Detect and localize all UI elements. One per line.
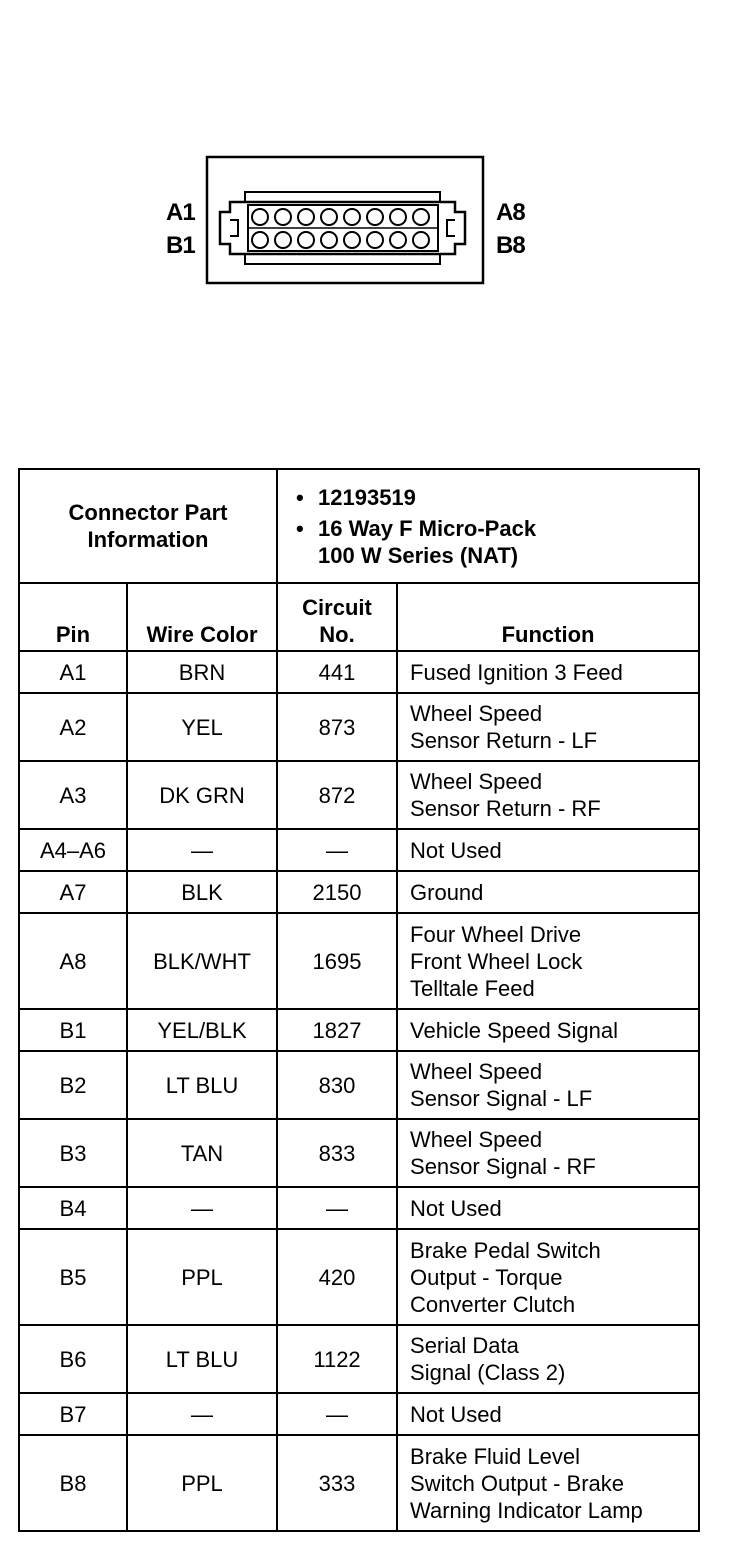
connector-face-diagram bbox=[0, 0, 736, 420]
cell-function: Wheel Speed Sensor Signal - LF bbox=[397, 1051, 699, 1119]
cell-wire-color: BLK/WHT bbox=[127, 913, 277, 1009]
connector-right-latch bbox=[447, 220, 455, 236]
cell-circuit: 872 bbox=[277, 761, 397, 829]
header-circuit-no: Circuit No. bbox=[277, 583, 397, 651]
table-body bbox=[19, 651, 699, 1531]
pin-b8 bbox=[413, 232, 429, 248]
cell-wire-color: BRN bbox=[127, 651, 277, 693]
pin-label-b1: B1 bbox=[166, 232, 195, 259]
table-row bbox=[19, 829, 699, 871]
connector-info-row bbox=[19, 469, 699, 583]
pin-b7 bbox=[390, 232, 406, 248]
cell-wire-color: DK GRN bbox=[127, 761, 277, 829]
table-row bbox=[19, 1187, 699, 1229]
cell-wire-color: PPL bbox=[127, 1229, 277, 1325]
cell-circuit: 830 bbox=[277, 1051, 397, 1119]
pin-a7 bbox=[390, 209, 406, 225]
cell-function: Fused Ignition 3 Feed bbox=[397, 651, 699, 693]
cell-pin: B7 bbox=[19, 1393, 127, 1435]
cell-circuit: 2150 bbox=[277, 871, 397, 913]
cell-pin: B6 bbox=[19, 1325, 127, 1393]
connector-info-items bbox=[277, 469, 699, 583]
pin-a4 bbox=[321, 209, 337, 225]
pin-b1 bbox=[252, 232, 268, 248]
cell-function: Ground bbox=[397, 871, 699, 913]
pin-b6 bbox=[367, 232, 383, 248]
table-row bbox=[19, 1325, 699, 1393]
cell-pin: B8 bbox=[19, 1435, 127, 1531]
cell-circuit: 441 bbox=[277, 651, 397, 693]
cell-circuit: 420 bbox=[277, 1229, 397, 1325]
pin-row-a bbox=[252, 209, 429, 225]
cell-wire-color: TAN bbox=[127, 1119, 277, 1187]
cell-pin: A1 bbox=[19, 651, 127, 693]
cell-pin: A8 bbox=[19, 913, 127, 1009]
header-pin: Pin bbox=[19, 583, 127, 651]
pin-a2 bbox=[275, 209, 291, 225]
pin-row-b bbox=[252, 232, 429, 248]
cell-wire-color: — bbox=[127, 1393, 277, 1435]
cell-circuit: 333 bbox=[277, 1435, 397, 1531]
cell-wire-color: YEL bbox=[127, 693, 277, 761]
table-row bbox=[19, 1009, 699, 1051]
table-row bbox=[19, 1435, 699, 1531]
cell-function: Not Used bbox=[397, 1187, 699, 1229]
table-row bbox=[19, 1393, 699, 1435]
cell-pin: B1 bbox=[19, 1009, 127, 1051]
cell-wire-color: YEL/BLK bbox=[127, 1009, 277, 1051]
pin-b4 bbox=[321, 232, 337, 248]
cell-pin: A4–A6 bbox=[19, 829, 127, 871]
pin-a1 bbox=[252, 209, 268, 225]
table-row bbox=[19, 761, 699, 829]
table-row bbox=[19, 1051, 699, 1119]
pin-a8 bbox=[413, 209, 429, 225]
cell-pin: B5 bbox=[19, 1229, 127, 1325]
header-wire-color: Wire Color bbox=[127, 583, 277, 651]
table-header-row bbox=[19, 583, 699, 651]
cell-wire-color: — bbox=[127, 829, 277, 871]
cell-function: Brake Pedal Switch Output - Torque Converter Clutch bbox=[397, 1229, 699, 1325]
connector-bottom-rail bbox=[245, 254, 440, 264]
cell-function: Four Wheel Drive Front Wheel Lock Telltale Feed bbox=[397, 913, 699, 1009]
cell-circuit: 1827 bbox=[277, 1009, 397, 1051]
pin-b3 bbox=[298, 232, 314, 248]
table-row bbox=[19, 1229, 699, 1325]
cell-function: Brake Fluid Level Switch Output - Brake Warning Indicator Lamp bbox=[397, 1435, 699, 1531]
cell-function: Not Used bbox=[397, 1393, 699, 1435]
cell-wire-color: PPL bbox=[127, 1435, 277, 1531]
cell-function: Serial Data Signal (Class 2) bbox=[397, 1325, 699, 1393]
connector-info-label: Connector Part Information bbox=[19, 469, 277, 583]
table-row bbox=[19, 651, 699, 693]
cell-circuit: 1695 bbox=[277, 913, 397, 1009]
cell-pin: B3 bbox=[19, 1119, 127, 1187]
cell-circuit: 833 bbox=[277, 1119, 397, 1187]
cell-function: Wheel Speed Sensor Return - LF bbox=[397, 693, 699, 761]
table-row bbox=[19, 693, 699, 761]
table-row bbox=[19, 871, 699, 913]
pin-a6 bbox=[367, 209, 383, 225]
cell-circuit: — bbox=[277, 1393, 397, 1435]
part-number: • 12193519 bbox=[318, 484, 692, 511]
cell-circuit: 873 bbox=[277, 693, 397, 761]
cell-function: Wheel Speed Sensor Signal - RF bbox=[397, 1119, 699, 1187]
cell-wire-color: LT BLU bbox=[127, 1325, 277, 1393]
cell-function: Not Used bbox=[397, 829, 699, 871]
pin-b5 bbox=[344, 232, 360, 248]
connector-top-rail bbox=[245, 192, 440, 202]
pin-label-b8: B8 bbox=[496, 232, 525, 259]
pin-a5 bbox=[344, 209, 360, 225]
connector-type: • 16 Way F Micro-Pack 100 W Series (NAT) bbox=[318, 515, 692, 569]
pin-a3 bbox=[298, 209, 314, 225]
cell-function: Wheel Speed Sensor Return - RF bbox=[397, 761, 699, 829]
cell-circuit: — bbox=[277, 829, 397, 871]
cell-wire-color: LT BLU bbox=[127, 1051, 277, 1119]
cell-wire-color: — bbox=[127, 1187, 277, 1229]
cell-function: Vehicle Speed Signal bbox=[397, 1009, 699, 1051]
header-function: Function bbox=[397, 583, 699, 651]
cell-wire-color: BLK bbox=[127, 871, 277, 913]
pin-label-a1: A1 bbox=[166, 199, 195, 226]
cell-pin: A7 bbox=[19, 871, 127, 913]
table-row bbox=[19, 913, 699, 1009]
cell-pin: B2 bbox=[19, 1051, 127, 1119]
cell-pin: A3 bbox=[19, 761, 127, 829]
cell-pin: A2 bbox=[19, 693, 127, 761]
connector-left-latch bbox=[230, 220, 238, 236]
cell-circuit: — bbox=[277, 1187, 397, 1229]
cell-circuit: 1122 bbox=[277, 1325, 397, 1393]
table-row bbox=[19, 1119, 699, 1187]
cell-pin: B4 bbox=[19, 1187, 127, 1229]
connector-pinout-table bbox=[18, 468, 700, 1532]
pin-b2 bbox=[275, 232, 291, 248]
pin-label-a8: A8 bbox=[496, 199, 525, 226]
